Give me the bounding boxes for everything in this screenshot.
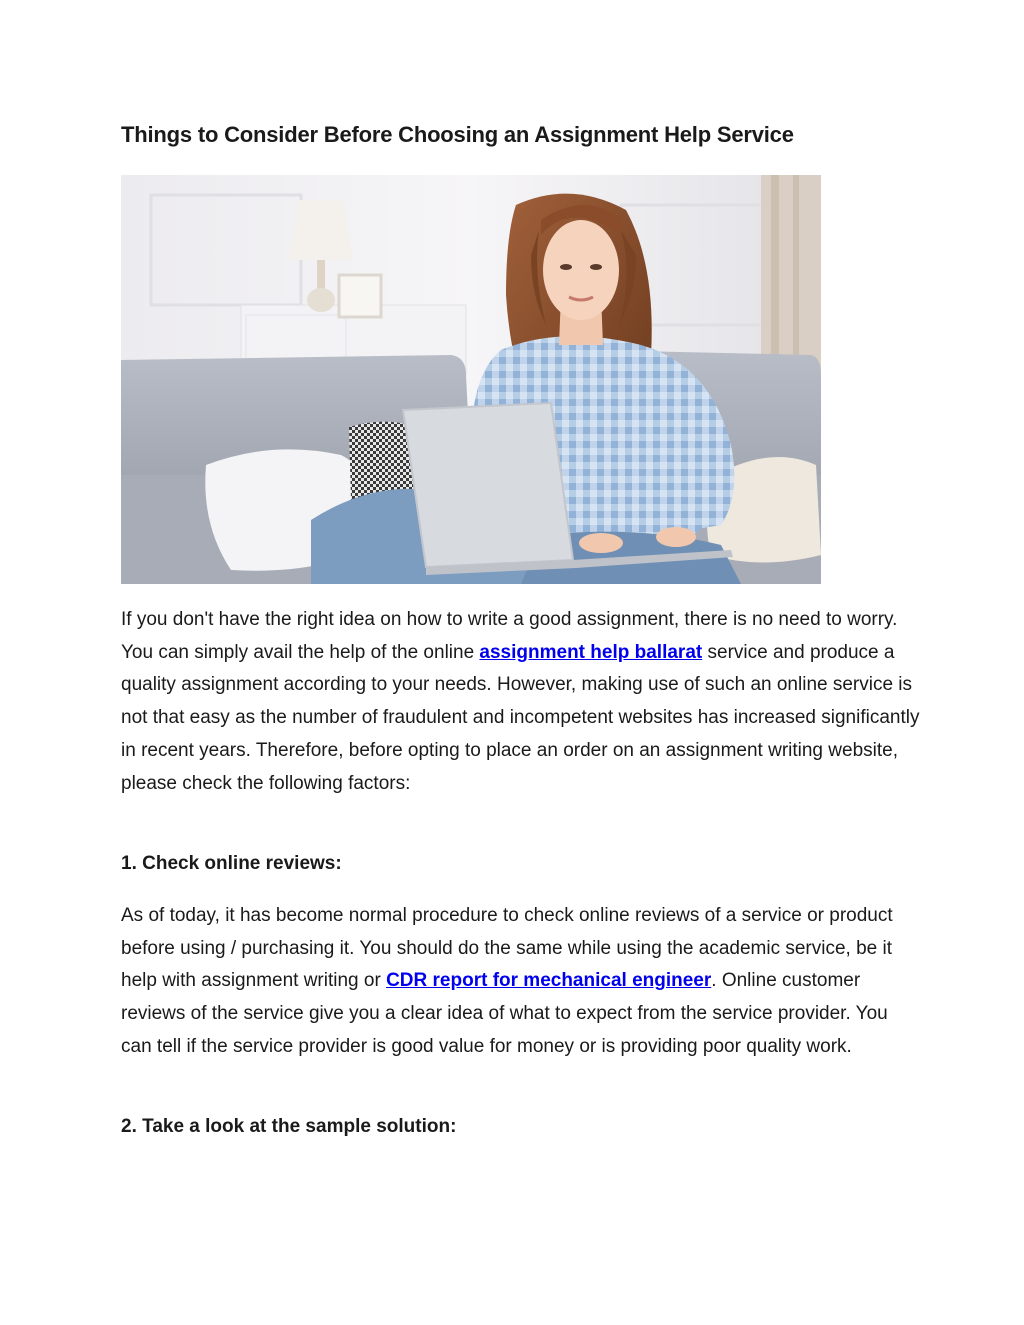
document-title: Things to Consider Before Choosing an Assignment Help Service [121, 122, 794, 147]
reviews-paragraph [121, 900, 921, 1064]
section-heading-reviews: 1. Check online reviews: [121, 853, 342, 874]
woman-with-laptop-photo [121, 175, 821, 584]
intro-paragraph-text: If you don't have the right idea on how to write a good assignment, there is no need to worry. You can simply avail the help of the online [121, 609, 898, 663]
reviews-paragraph-text-continued: . Online customer reviews of the service give you a clear idea of what to expect from the service provider. You can tell if the service provider is good value for money or is providing poor quality work. [121, 970, 888, 1057]
section-heading-sample-solution: 2. Take a look at the sample solution: [121, 1116, 457, 1137]
assignment-help-ballarat-link[interactable]: assignment help ballarat [479, 641, 703, 663]
reviews-paragraph-text: As of today, it has become normal procedure to check online reviews of a service or product before using / purchasing it. You should do the same while using the academic service, be it help with assignment writing or [121, 905, 893, 992]
intro-paragraph-text-continued: service and produce a quality assignment according to your needs. However, making use of such an online service is not that easy as the number of fraudulent and incompetent websites has increased significantly in recent years. Therefore, before opting to place an order on an assignment writing website, please check the following factors: [121, 641, 920, 794]
cdr-report-link[interactable]: CDR report for mechanical engineer [386, 970, 712, 992]
intro-paragraph [121, 604, 921, 800]
